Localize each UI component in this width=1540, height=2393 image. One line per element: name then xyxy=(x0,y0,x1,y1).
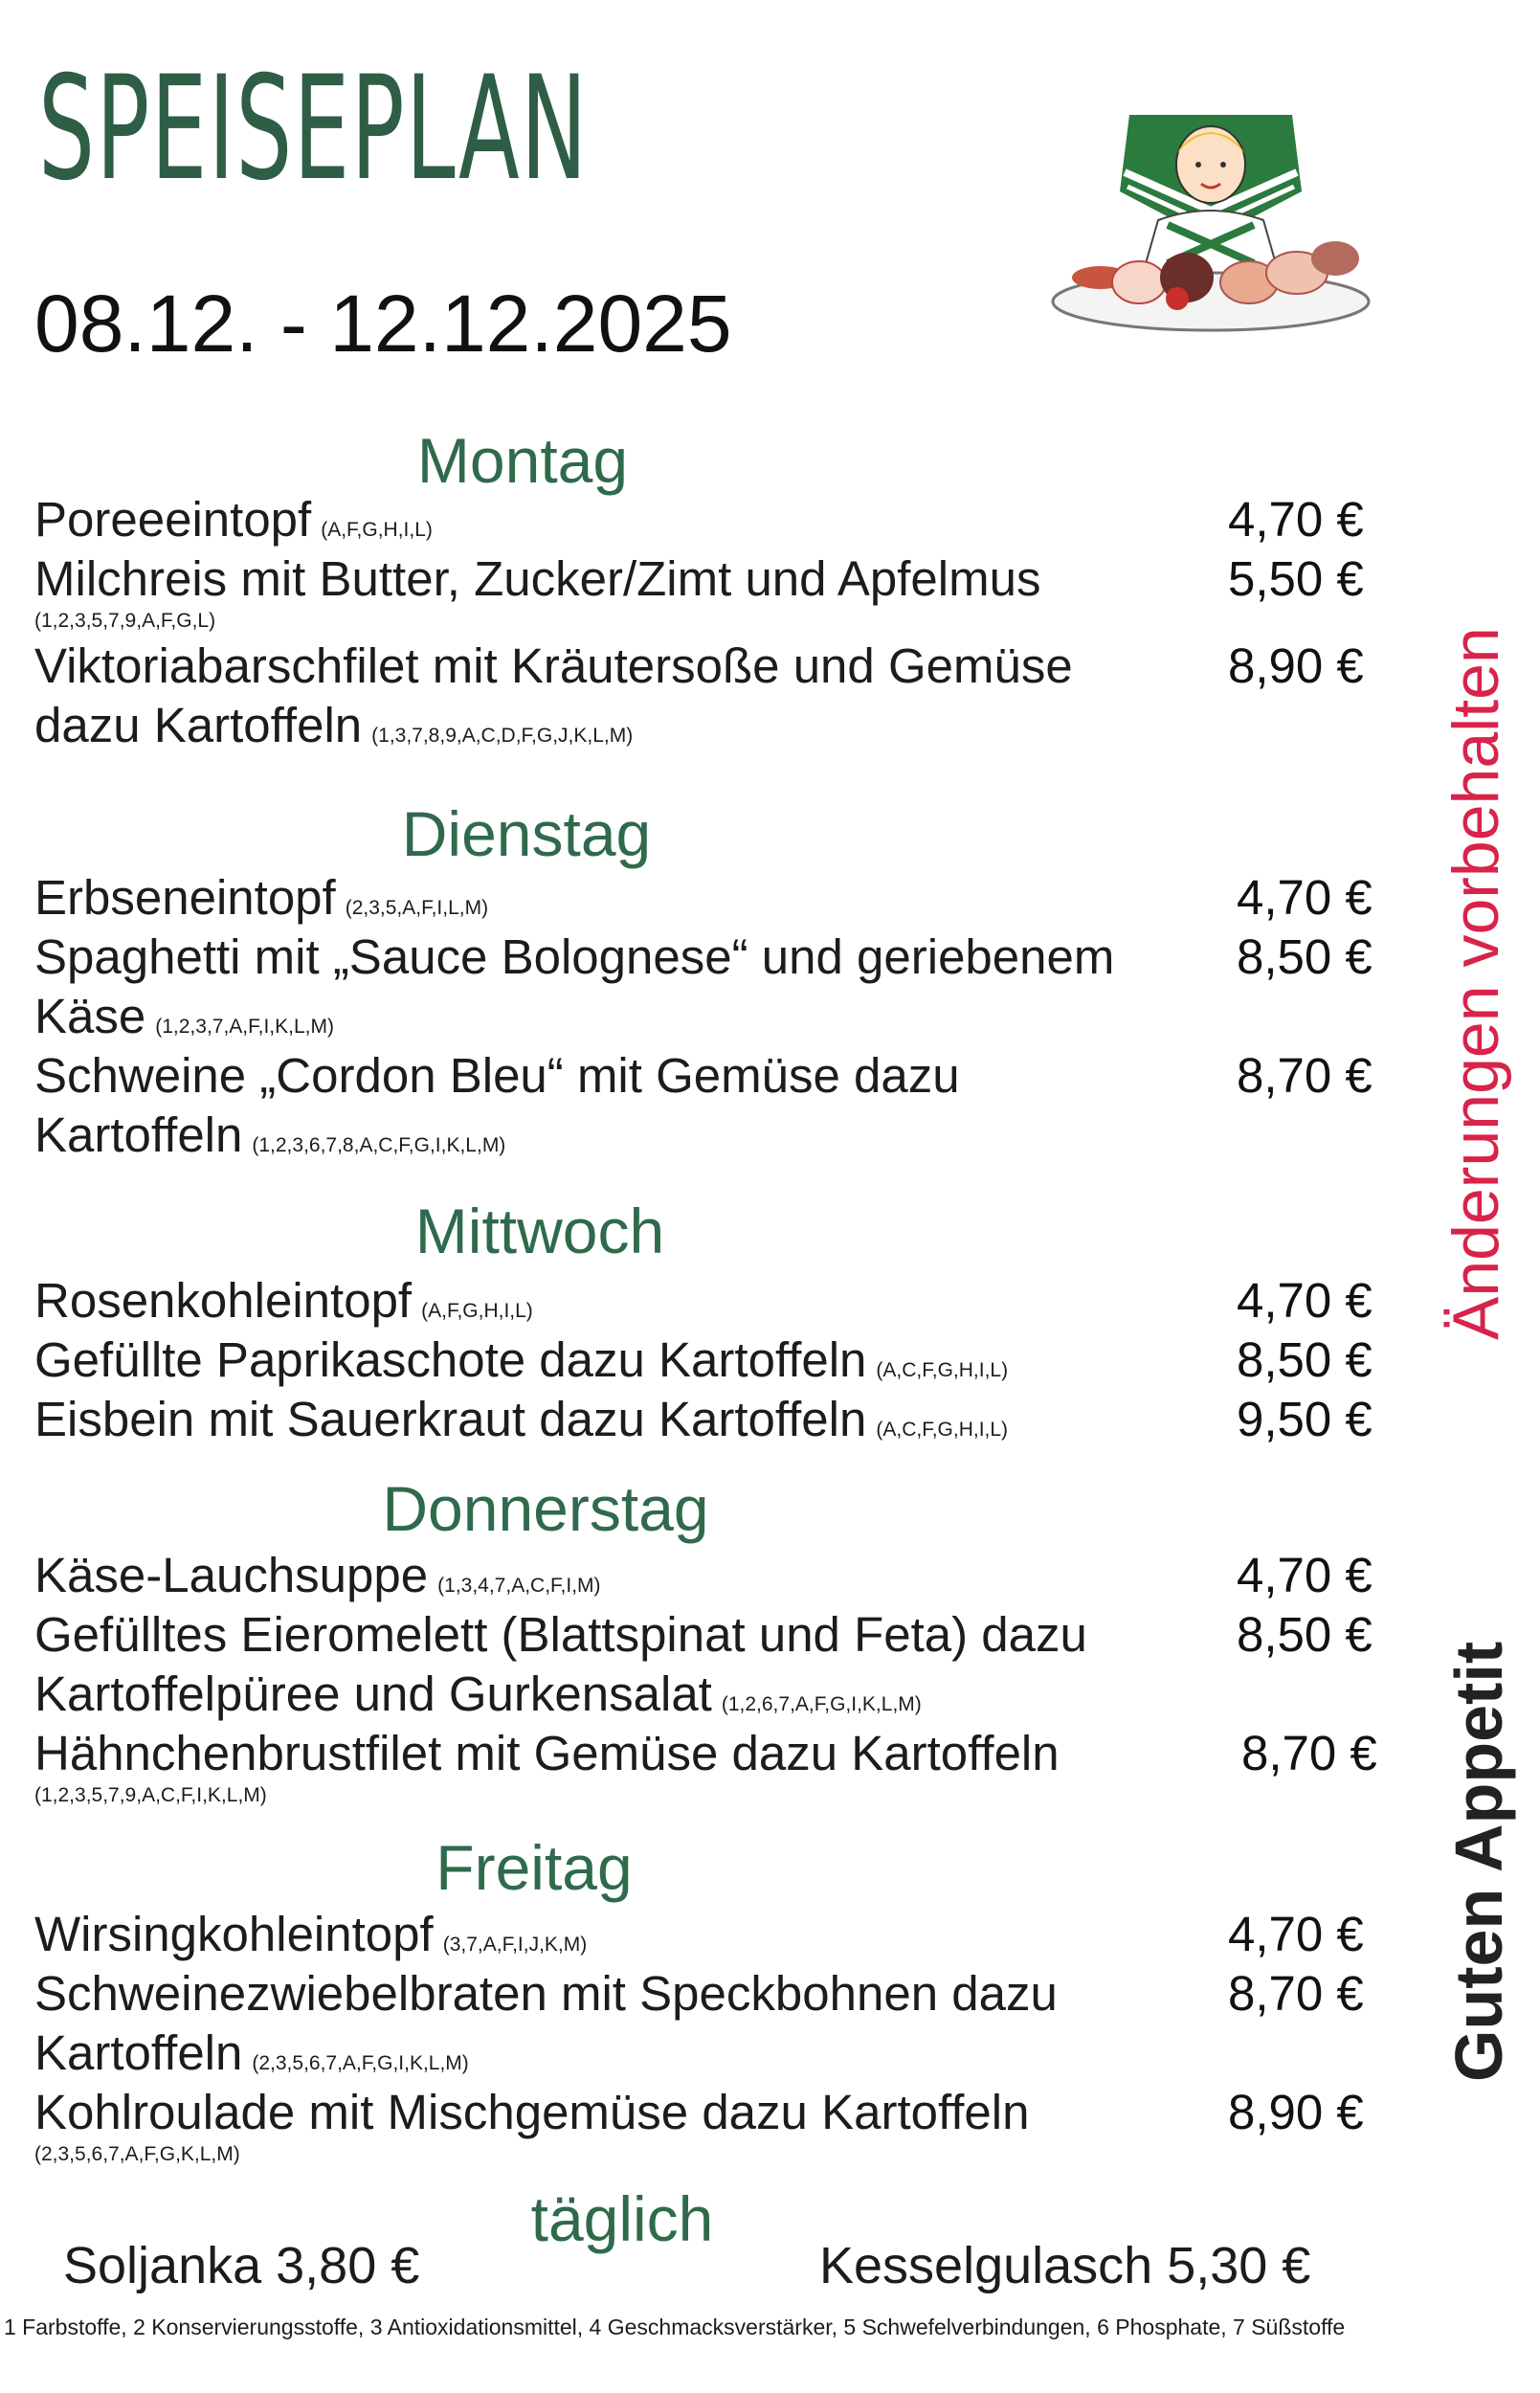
price: 4,70 € xyxy=(1228,492,1364,547)
menu-item: Poreeeintopf (A,F,G,H,I,L) xyxy=(34,492,433,547)
allergen-codes: (1,3,4,7,A,C,F,I,M) xyxy=(437,1575,601,1597)
day-heading-montag: Montag xyxy=(416,425,629,496)
price: 8,70 € xyxy=(1241,1726,1377,1780)
price: 8,90 € xyxy=(1228,2085,1364,2139)
daily-item-kesselgulasch: Kesselgulasch 5,30 € xyxy=(819,2237,1311,2294)
allergen-codes: (A,F,G,H,I,L) xyxy=(321,519,433,541)
menu-item: Eisbein mit Sauerkraut dazu Kartoffeln (A,C,F,G,H,I,L) xyxy=(34,1392,1009,1446)
price: 8,50 € xyxy=(1237,1607,1373,1662)
allergen-codes: (1,2,6,7,A,F,G,I,K,L,M) xyxy=(721,1693,922,1715)
price: 8,90 € xyxy=(1228,638,1364,693)
menu-item: Kohlroulade mit Mischgemüse dazu Kartoffeln (2,3,5,6,7,A,F,G,K,L,M) xyxy=(34,2083,1374,2167)
daily-heading: täglich xyxy=(530,2183,714,2254)
allergen-codes: (1,3,7,8,9,A,C,D,F,G,J,K,L,M) xyxy=(371,725,634,747)
page-title: SPEISEPLAN xyxy=(38,46,589,212)
price: 4,70 € xyxy=(1228,1907,1364,1961)
menu-item: Hähnchenbrustfilet mit Gemüse dazu Kartoffeln (1,2,3,5,7,9,A,C,F,I,K,L,M) xyxy=(34,1724,1374,1808)
menu-item: Viktoriabarschfilet mit Kräutersoße und Gemüse dazu Kartoffeln (1,3,7,8,9,A,C,D,F,G,J,K,L,M) xyxy=(34,638,1073,752)
day-heading-mittwoch: Mittwoch xyxy=(414,1196,665,1266)
menu-item: Rosenkohleintopf (A,F,G,H,I,L) xyxy=(34,1273,533,1328)
allergen-codes: (3,7,A,F,I,J,K,M) xyxy=(442,1934,588,1956)
butcher-girl-with-sausage-platter-icon xyxy=(1043,96,1378,345)
price: 4,70 € xyxy=(1237,1548,1373,1602)
additives-footnote: 1 Farbstoffe, 2 Konservierungsstoffe, 3 Antioxidationsmittel, 4 Geschmacksverstärker, 5 Schwefelverbindungen, 6 Phosphate, 7 Süßstoffe xyxy=(4,2315,1346,2339)
price: 8,50 € xyxy=(1237,929,1373,984)
allergen-codes: (A,C,F,G,H,I,L) xyxy=(876,1419,1009,1441)
price: 9,50 € xyxy=(1237,1392,1373,1446)
allergen-codes: (1,2,3,5,7,9,A,F,G,L) xyxy=(34,610,216,632)
day-heading-dienstag: Dienstag xyxy=(401,798,652,869)
daily-item-soljanka: Soljanka 3,80 € xyxy=(63,2237,420,2294)
price: 4,70 € xyxy=(1237,870,1373,925)
day-heading-freitag: Freitag xyxy=(435,1832,633,1903)
day-heading-donnerstag: Donnerstag xyxy=(382,1473,709,1544)
allergen-codes: (2,3,5,6,7,A,F,G,K,L,M) xyxy=(34,2143,240,2165)
menu-item: Milchreis mit Butter, Zucker/Zimt und Apfelmus (1,2,3,5,7,9,A,F,G,L) xyxy=(34,549,1374,634)
menu-item: Spaghetti mit „Sauce Bolognese“ und geriebenem Käse (1,2,3,7,A,F,I,K,L,M) xyxy=(34,929,1115,1043)
menu-item: Erbseneintopf (2,3,5,A,F,I,L,M) xyxy=(34,870,489,925)
allergen-codes: (1,2,3,5,7,9,A,C,F,I,K,L,M) xyxy=(34,1784,267,1806)
date-range: 08.12. - 12.12.2025 xyxy=(34,279,732,369)
allergen-codes: (A,F,G,H,I,L) xyxy=(421,1300,533,1322)
menu-item: Wirsingkohleintopf (3,7,A,F,I,J,K,M) xyxy=(34,1907,588,1961)
menu-item: Schweine „Cordon Bleu“ mit Gemüse dazu Kartoffeln (1,2,3,6,7,8,A,C,F,G,I,K,L,M) xyxy=(34,1048,960,1162)
price: 8,50 € xyxy=(1237,1332,1373,1387)
price: 4,70 € xyxy=(1237,1273,1373,1328)
menu-item: Gefülltes Eieromelett (Blattspinat und Feta) dazu Kartoffelpüree und Gurkensalat (1,2,6,7,A,F,G,I,K,L,M) xyxy=(34,1607,1087,1721)
changes-reserved-note: Änderungen vorbehalten xyxy=(1440,627,1512,1340)
allergen-codes: (A,C,F,G,H,I,L) xyxy=(876,1359,1009,1381)
allergen-codes: (1,2,3,6,7,8,A,C,F,G,I,K,L,M) xyxy=(252,1134,506,1156)
allergen-codes: (1,2,3,7,A,F,I,K,L,M) xyxy=(155,1016,334,1038)
allergen-codes: (2,3,5,6,7,A,F,G,I,K,L,M) xyxy=(252,2052,469,2074)
menu-item: Käse-Lauchsuppe (1,3,4,7,A,C,F,I,M) xyxy=(34,1548,601,1602)
menu-item: Gefüllte Paprikaschote dazu Kartoffeln (A,C,F,G,H,I,L) xyxy=(34,1332,1009,1387)
allergen-codes: (2,3,5,A,F,I,L,M) xyxy=(345,897,489,919)
bon-appetit-note: Guten Appetit xyxy=(1441,1641,1516,2082)
price: 8,70 € xyxy=(1237,1048,1373,1103)
menu-item: Schweinezwiebelbraten mit Speckbohnen dazu Kartoffeln (2,3,5,6,7,A,F,G,I,K,L,M) xyxy=(34,1966,1058,2080)
price: 8,70 € xyxy=(1228,1966,1364,2021)
price: 5,50 € xyxy=(1228,551,1364,606)
